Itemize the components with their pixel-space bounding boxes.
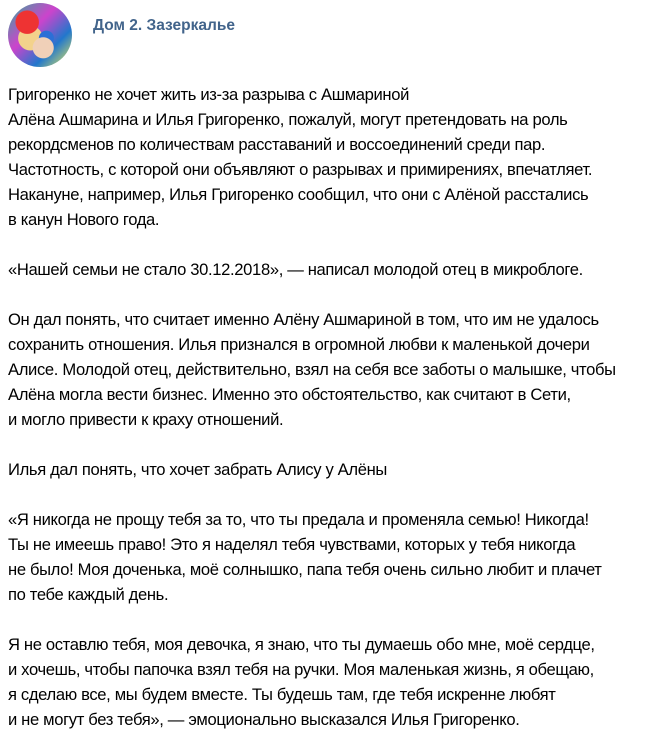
paragraph: [8, 632, 664, 732]
paragraph: [8, 107, 664, 232]
text-line: Алёна Ашмарина и Илья Григоренко, пожалуй, могут претендовать на роль: [8, 110, 568, 129]
text-line: рекордсменов по количествам расставаний и воссоединений среди пар.: [8, 135, 546, 154]
text-line: Частотность, с которой они объявляют о разрывах и примирениях, впечатляет.: [8, 160, 593, 179]
text-line: в канун Нового года.: [8, 210, 160, 229]
text-line: Илья дал понять, что хочет забрать Алису у Алёны: [8, 460, 387, 479]
paragraph: [8, 507, 664, 607]
text-line: не было! Моя доченька, моё солнышко, папа тебя очень сильно любит и плачет: [8, 560, 602, 579]
group-avatar[interactable]: [8, 3, 72, 67]
text-line: «Я никогда не прощу тебя за то, что ты предала и променяла семью! Никогда!: [8, 510, 589, 529]
post-header: [8, 2, 235, 68]
text-line: Он дал понять, что считает именно Алёну Ашмариной в том, что им не удалось: [8, 310, 599, 329]
text-line: Алёна могла вести бизнес. Именно это обстоятельство, как считают в Сети,: [8, 385, 571, 404]
text-line: сохранить отношения. Илья признался в огромной любви к маленькой дочери: [8, 335, 590, 354]
text-line: я сделаю все, мы будем вместе. Ты будешь там, где тебя искренне любят: [8, 685, 556, 704]
text-line: Алисе. Молодой отец, действительно, взял на себя все заботы о малышке, чтобы: [8, 360, 616, 379]
post-title: Григоренко не хочет жить из-за разрыва с Ашмариной: [8, 85, 410, 104]
text-line: и не могут без тебя», — эмоционально высказался Илья Григоренко.: [8, 710, 520, 729]
text-line: и могло привести к краху отношений.: [8, 410, 284, 429]
text-line: Я не оставлю тебя, моя девочка, я знаю, что ты думаешь обо мне, моё сердце,: [8, 635, 595, 654]
paragraph: [8, 307, 664, 432]
post-text: [8, 82, 664, 732]
text-line: Ты не имеешь право! Это я наделял тебя чувствами, которых у тебя никогда: [8, 535, 576, 554]
paragraph: [8, 257, 664, 282]
paragraph: [8, 457, 664, 482]
text-line: Накануне, например, Илья Григоренко сообщил, что они с Алёной расстались: [8, 185, 589, 204]
text-line: «Нашей семьи не стало 30.12.2018», — написал молодой отец в микроблоге.: [8, 260, 583, 279]
group-name-link[interactable]: Дом 2. Зазеркалье: [93, 17, 235, 34]
text-line: и хочешь, чтобы папочка взял тебя на ручки. Моя маленькая жизнь, я обещаю,: [8, 660, 594, 679]
text-line: по тебе каждый день.: [8, 585, 169, 604]
